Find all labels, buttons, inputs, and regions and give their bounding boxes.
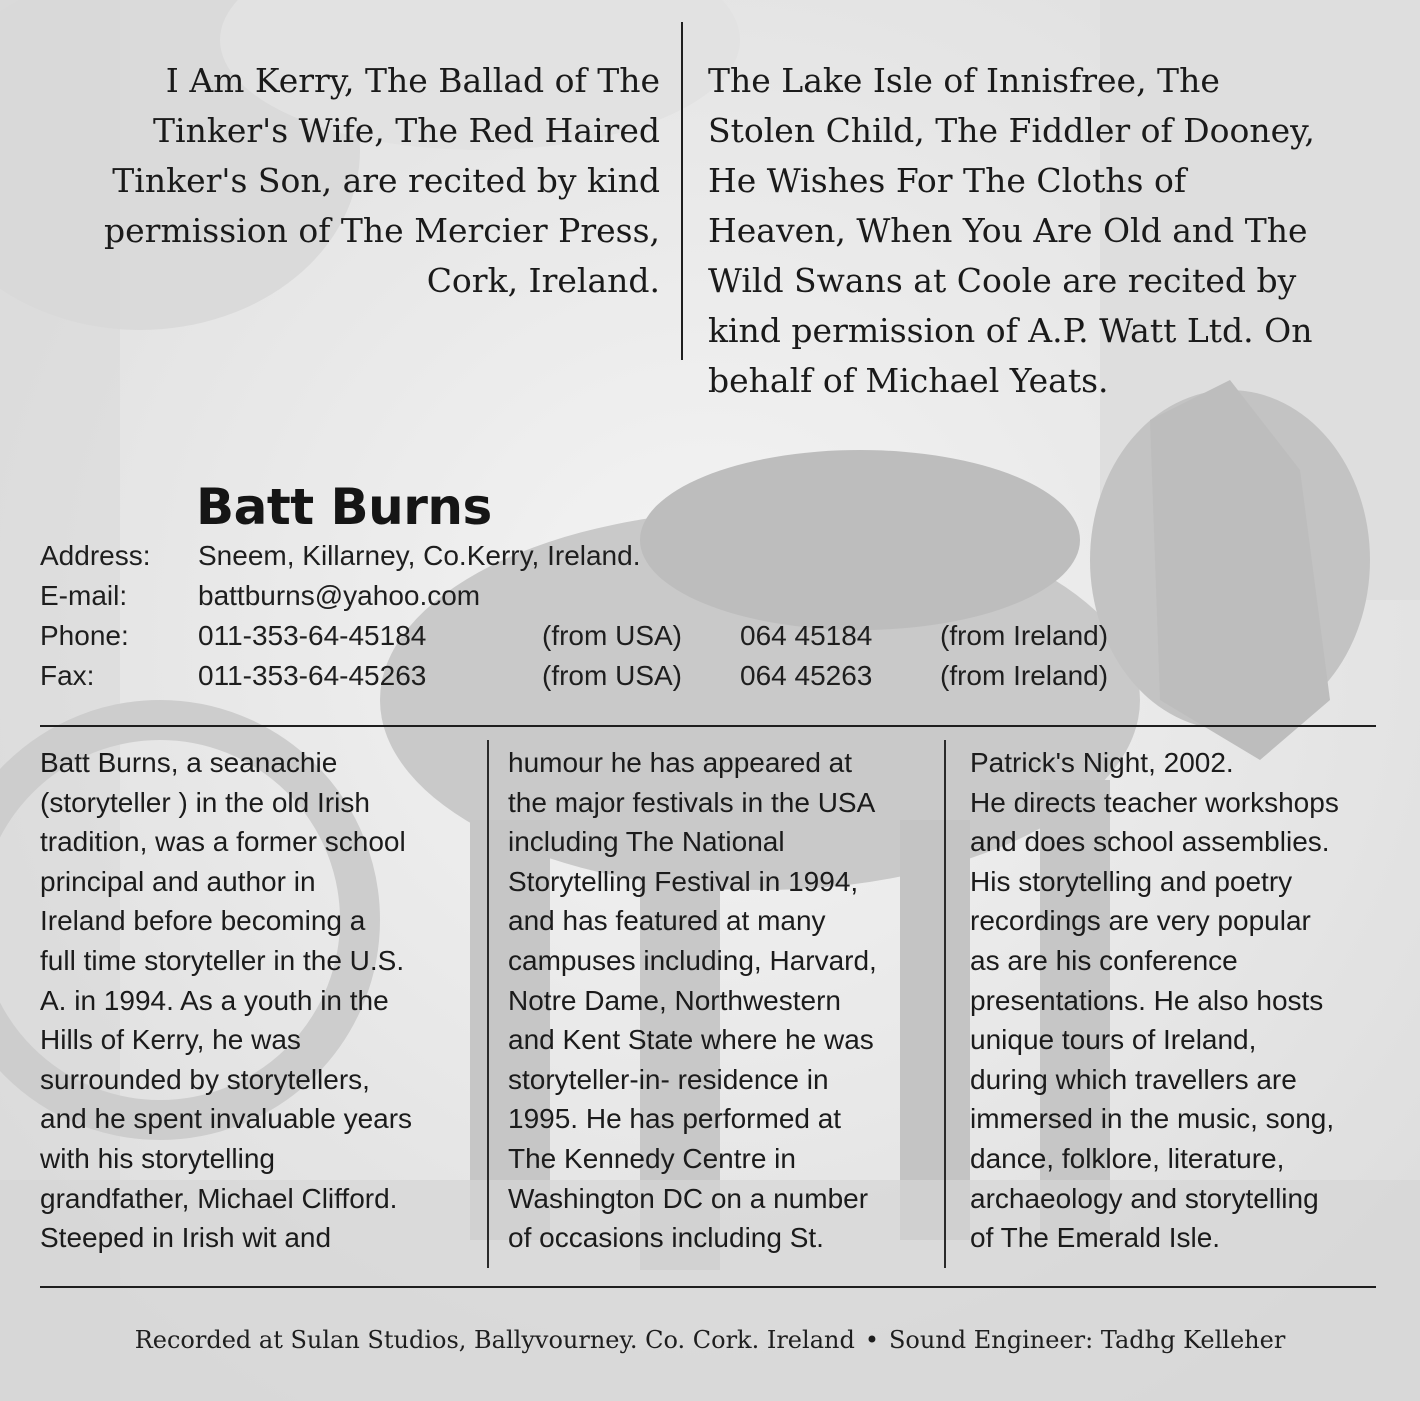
credit-line: Stolen Child, The Fiddler of Dooney, [708,111,1315,150]
email-value[interactable]: battburns@yahoo.com [198,580,481,611]
credit-line: The Lake Isle of Innisfree, The [708,61,1220,100]
credit-line: Wild Swans at Coole are recited by [708,261,1297,300]
credits-left [100,56,660,306]
fax-ireland-note: (from Ireland) [940,660,1109,691]
phone-usa: 011-353-64-45184 [198,620,427,651]
fax-ireland: 064 45263 [740,660,873,691]
address-label: Address: [40,540,151,571]
phone-ireland: 064 45184 [740,620,873,651]
credit-line: I Am Kerry, The Ballad of The [165,61,660,100]
engineer-credit: Sound Engineer: Tadhg Kelleher [888,1326,1286,1354]
fax-label: Fax: [40,660,95,691]
divider-top [40,725,1376,727]
email-label: E-mail: [40,580,128,611]
divider-bottom [40,1286,1376,1288]
credit-line: permission of The Mercier Press, [104,211,660,250]
bio-column-2: humour he has appeared at the major festivals in the USA including The National Storytelling Festival in 1994, and has featured at many campuses including, Harvard, Notre Dame, Northwestern and Kent State where he was storyteller-in- residence in 1995. He has performed at The Kennedy Centre in Washington DC on a number of occasions including St. [508,747,877,1254]
credit-line: He Wishes For The Cloths of [708,161,1187,200]
credit-line: behalf of Michael Yeats. [708,361,1109,400]
column-divider [487,740,489,1268]
column-divider [944,740,946,1268]
fax-usa: 011-353-64-45263 [198,660,427,691]
credits-right [708,56,1348,406]
credit-line: Tinker's Son, are recited by kind [112,161,660,200]
bio-column-3: Patrick's Night, 2002. He directs teacher workshops and does school assemblies. His storytelling and poetry recordings are very popular as are his conference presentations. He also hosts unique tours of Ireland, during which travellers are immersed in the music, song, dance, folklore, literature, archaeology and storytelling of The Emerald Isle. [970,747,1339,1254]
recording-credit: Recorded at Sulan Studios, Ballyvourney. Co. Cork. Ireland [134,1326,855,1354]
footer [0,1326,1420,1354]
address-value: Sneem, Killarney, Co.Kerry, Ireland. [198,540,641,571]
credit-line: kind permission of A.P. Watt Ltd. On [708,311,1313,350]
phone-ireland-note: (from Ireland) [940,620,1109,651]
phone-usa-note: (from USA) [542,620,682,651]
credit-line: Tinker's Wife, The Red Haired [153,111,660,150]
fax-usa-note: (from USA) [542,660,682,691]
name-heading: Batt Burns [196,478,492,536]
credit-line: Cork, Ireland. [426,261,660,300]
phone-label: Phone: [40,620,129,651]
credits-divider [681,22,683,360]
credit-line: Heaven, When You Are Old and The [708,211,1308,250]
bio-column-1: Batt Burns, a seanachie (storyteller ) in the old Irish tradition, was a former school principal and author in Ireland before becoming a full time storyteller in the U.S. A. in 1994. As a youth in the Hills of Kerry, he was surrounded by storytellers, and he spent invaluable years with his storytelling grandfather, Michael Clifford. Steeped in Irish wit and [40,747,413,1254]
bullet-separator: • [864,1326,879,1354]
